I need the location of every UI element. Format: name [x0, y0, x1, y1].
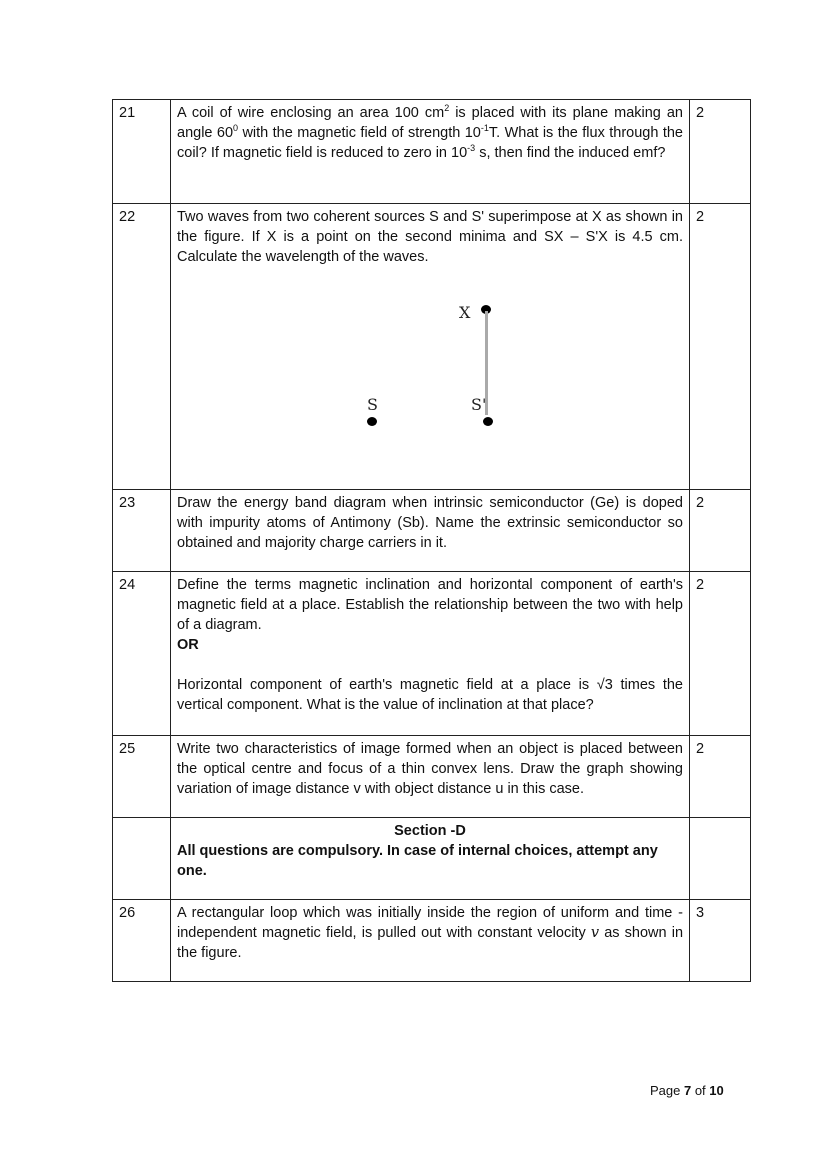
- question-text: Define the terms magnetic inclination and horizontal component of earth's magnetic field at a place. Establish the relationship between the two with help of a diagram. OR Horizontal component of earth's magnetic field at a place is √3 times the vertical component. What is the value of inclination at that place?: [171, 572, 690, 736]
- section-title: Section -D: [394, 823, 466, 839]
- question-text: Draw the energy band diagram when intrinsic semiconductor (Ge) is doped with impurity atoms of Antimony (Sb). Name the extrinsic semiconductor so obtained and majority charge carriers in it.: [171, 490, 690, 572]
- label-x: X: [459, 303, 471, 322]
- question-marks: 2: [690, 572, 751, 736]
- question-number: 26: [113, 900, 171, 982]
- question-number: 23: [113, 490, 171, 572]
- section-row: [113, 818, 751, 900]
- question-marks: 3: [690, 900, 751, 982]
- question-number: 21: [113, 100, 171, 204]
- question-marks: 2: [690, 100, 751, 204]
- question-marks: 2: [690, 736, 751, 818]
- question-text: Write two characteristics of image formed when an object is placed between the optical centre and focus of a thin convex lens. Draw the graph showing variation of image distance v with object distance u in this case.: [171, 736, 690, 818]
- point-s-prime: [483, 417, 493, 426]
- label-s-prime: S': [471, 395, 487, 414]
- point-s: [367, 417, 377, 426]
- table-row: [113, 100, 751, 204]
- table-row: [113, 204, 751, 490]
- section-note: All questions are compulsory. In case of internal choices, attempt any one.: [177, 843, 658, 879]
- interference-figure: [177, 271, 683, 486]
- label-s: S: [367, 395, 378, 414]
- question-text: A rectangular loop which was initially inside the region of uniform and time - independent magnetic field, is pulled out with constant velocity v as shown in the figure.: [171, 900, 690, 982]
- or-separator: OR: [177, 637, 199, 653]
- table-row: [113, 736, 751, 818]
- table-row: [113, 572, 751, 736]
- question-text: A coil of wire enclosing an area 100 $cm^2$ is placed with its plane making an angle $60^0$ with the magnetic field of strength $10^{-1}T$. What is the flux through the coil? If magnetic field is reduced to zero in $10^{-3}$ s, then find the induced emf?: [171, 100, 690, 204]
- section-header: [171, 818, 690, 900]
- question-number: 22: [113, 204, 171, 490]
- table-row: [113, 900, 751, 982]
- table-row: [113, 490, 751, 572]
- question-text: Two waves from two coherent sources S and S' superimpose at X as shown in the figure. If X is a point on the second minima and SX – S'X is 4.5 cm. Calculate the wavelength of the waves. X S S': [171, 204, 690, 490]
- question-marks: 2: [690, 490, 751, 572]
- question-table: [112, 99, 751, 982]
- question-number: 24: [113, 572, 171, 736]
- question-number: 25: [113, 736, 171, 818]
- page-footer: Page 7 of 10: [650, 1083, 724, 1098]
- question-marks: 2: [690, 204, 751, 490]
